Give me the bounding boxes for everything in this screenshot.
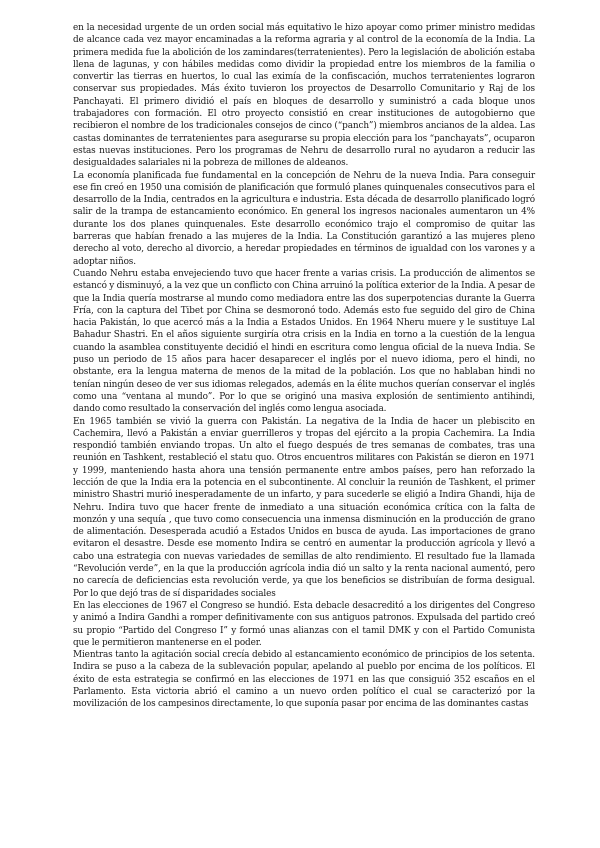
paragraph-crisis-nehru: Cuando Nehru estaba envejeciendo tuvo que hacer frente a varias crisis. La producción de alimentos se estancó y disminuyó, a la vez que un conflicto con China arruinó la política exterior de la India. A pesar de que la India quería mostrarse al mundo como mediadora entre las dos superpotencias durante la Guerra Fría, con la captura del Tibet por China se desmoronó todo. Además esto fue seguido del giro de China hacia Pakistán, lo que acercó más a la India a Estados Unidos. En 1964 Nheru muere y le sustituye Lal Bahadur Shastri. En el años siguiente surgiría otra crisis en la India en torno a la cuestión de la lengua cuando la asamblea constituyente decidió el hindi en escritura como lengua oficial de la nueva India. Se puso un periodo de 15 años para hacer desaparecer el inglés por el nuevo idioma, pero el hindi, no obstante, era la lengua materna de menos de la mitad de la población. Los que no hablaban hindi no tenían ningún deseo de ver sus idiomas relegados, además en la élite muchos querían conservar el inglés como una “ventana al mundo”. Por lo que se originó una masiva explosión de sentimiento antihindi, dando como resultado la conservación del inglés como lengua asociada.	[73, 268, 535, 415]
paragraph-guerra-pakistan: En 1965 también se vivió la guerra con Pakistán. La negativa de la India de hacer un plebiscito en Cachemira, llevó a Pakistán a enviar guerrilleros y tropas del ejército a la propia Cachemira. La India respondió también enviando tropas. Un alto el fuego después de tres semanas de combates, tras una reunión en Tashkent, restableció el statu quo. Otros encuentros militares con Pakistán se dieron en 1971 y 1999, manteniendo hasta ahora una tensión permanente entre ambos países, pero han reforzado la lección de que la India era la potencia en el subcontinente. Al concluir la reunión de Tashkent, el primer ministro Shastri murió inesperadamente de un infarto, y para sucederle se eligió a Indira Ghandi, hija de Nehru. Indira tuvo que hacer frente de inmediato a una situación económica crítica con la falta de monzón y una sequía , que tuvo como consecuencia una inmensa disminución en la producción de grano de alimentación. Desesperada acudió a Estados Unidos en busca de ayuda. Las importaciones de grano evitaron el desastre. Desde ese momento Indira se centró en aumentar la producción agrícola y llevó a cabo una estrategia con nuevas variedades de semillas de alto rendimiento. El resultado fue la llamada “Revolución verde”, en la que la producción agrícola india dió un salto y la renta nacional aumentó, pero no carecía de deficiencias esta revolución verde, ya que los beneficios se distribuían de forma desigual. Por lo que dejó tras de sí disparidades sociales	[73, 416, 535, 599]
paragraph-economia-planificada: La economía planificada fue fundamental en la concepción de Nehru de la nueva India. Para conseguir ese fin creó en 1950 una comisión de planificación que formuló planes quinquenales consecutivos para el desarrollo de la India, centrados en la agricultura e industria. Esta década de desarrollo planificado logró salir de la trampa de estancamiento económico. En general los ingresos nacionales aumentaron un 4% durante los dos planes quinquenales. Este desarrollo económico trajo el compromiso de quitar las barreras que habían frenado a las mujeres de la India. La Constitución garantizó a las mujeres pleno derecho al voto, derecho al divorcio, a heredar propiedades en términos de igualdad con los varones y a adoptar niños.	[73, 170, 535, 267]
paragraph-agitacion-social: Mientras tanto la agitación social crecía debido al estancamiento económico de principios de los setenta. Indira se puso a la cabeza de la sublevación popular, apelando al pueblo por encima de los políticos. El éxito de esta estrategia se confirmó en las elecciones de 1971 en las que consiguió 352 escaños en el Parlamento. Esta victoria abrió el camino a un nuevo orden político el cual se caracterizó por la movilización de los campesinos directamente, lo que suponía pasar por encima de las dominantes castas	[73, 650, 535, 710]
paragraph-reforma-agraria: en la necesidad urgente de un orden social más equitativo le hizo apoyar como primer ministro medidas de alcance cada vez mayor encaminadas a la reforma agraria y al control de la economía de la India. La primera medida fue la abolición de los zamindares(terratenientes). Pero la legislación de abolición estaba llena de lagunas, y con hábiles medidas como dividir la propiedad entre los miembros de la familia o convertir las tierras en huertos, lo cual las eximía de la confiscación, muchos terratenientes lograron conservar sus propiedades. Más éxito tuvieron los proyectos de Desarrollo Comunitario y Raj de los Panchayati. El primero dividió el país en bloques de desarrollo y suministró a cada bloque unos trabajadores con formación. El otro proyecto consistió en crear instituciones de autogobierno que recibieron el nombre de los tradicionales consejos de cinco (“panch”) miembros ancianos de la aldea. Las castas dominantes de terratenientes para asegurarse su propia elección para los “panchayats”, ocuparon estas nuevas instituciones. Pero los programas de Nehru de desarrollo rural no ayudaron a reducir las desigualdades salariales ni la pobreza de millones de aldeanos.	[73, 23, 535, 169]
paragraph-elecciones-1967: En las elecciones de 1967 el Congreso se hundió. Esta debacle desacreditó a los dirigentes del Congreso y animó a Indira Gandhi a romper definitivamente con sus antiguos patronos. Expulsada del partido creó su propio “Partido del Congreso I” y formó unas alianzas con el tamil DMK y con el Partido Comunista que le permitieron mantenerse en el poder.	[73, 600, 535, 648]
